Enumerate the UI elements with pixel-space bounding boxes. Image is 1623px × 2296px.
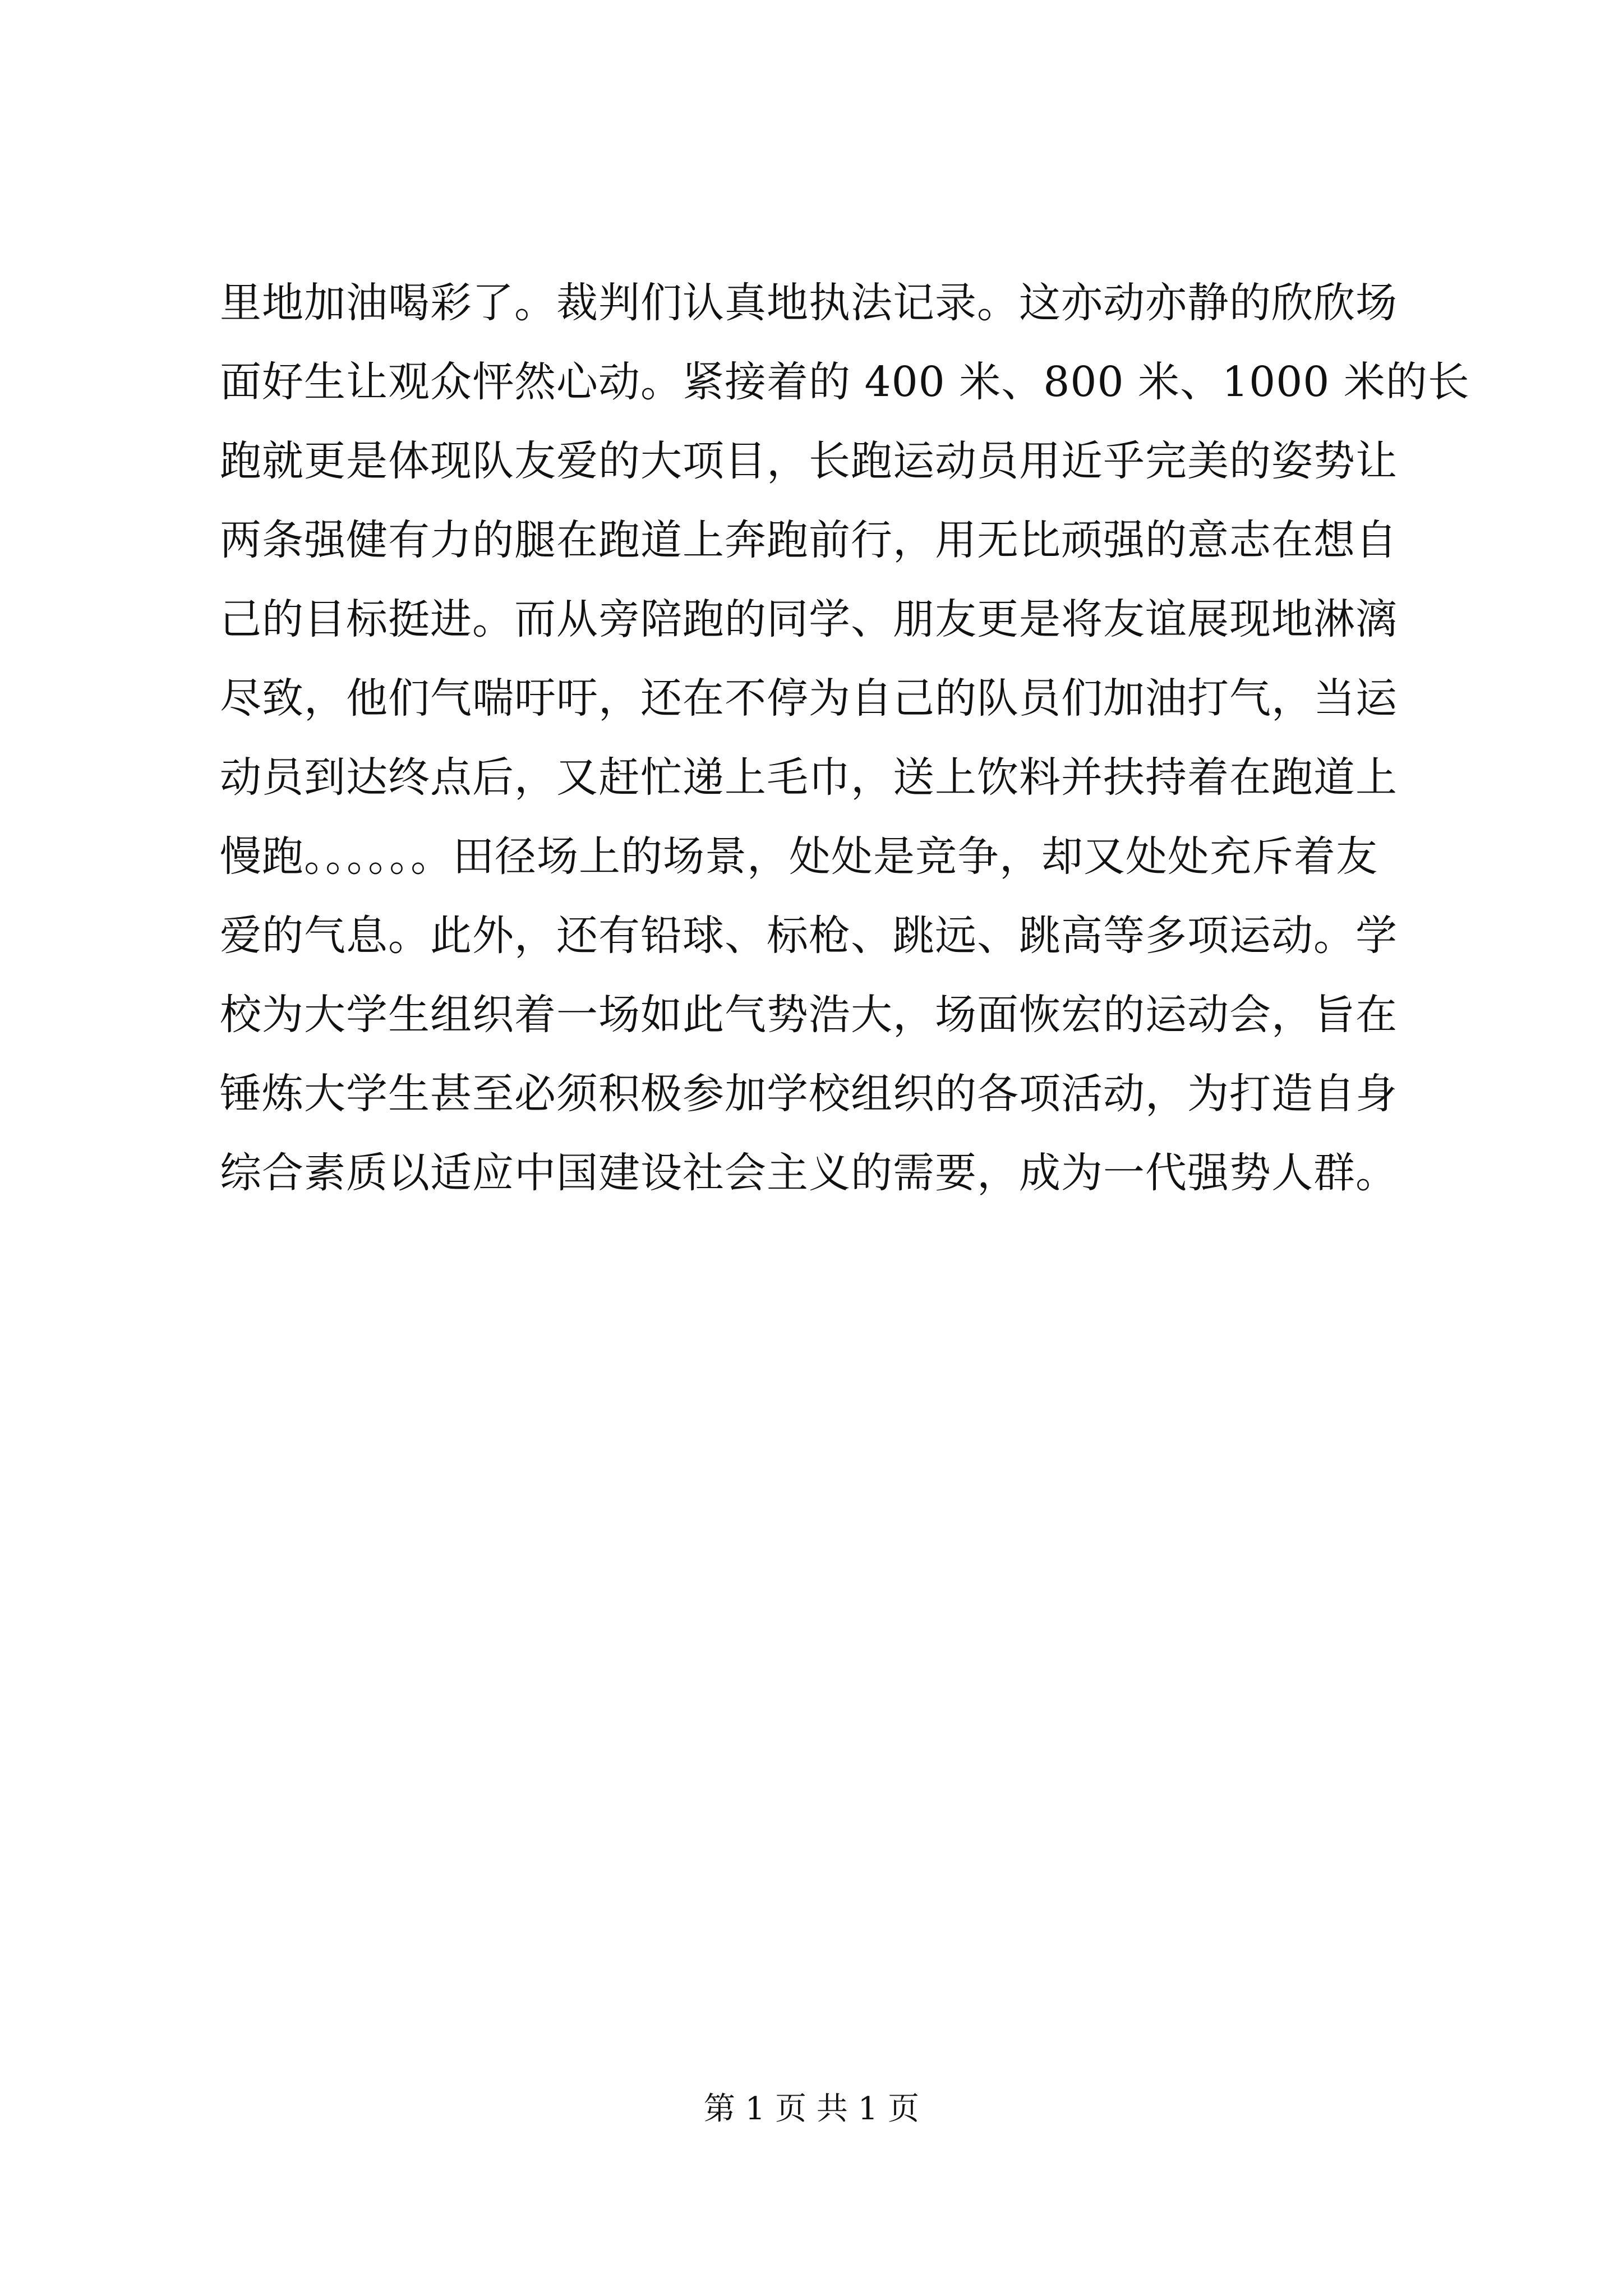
text-line: 跑就更是体现队友爱的大项目，长跑运动员用近乎完美的姿势让 bbox=[220, 437, 1398, 485]
text-line: 动员到达终点后，又赶忙递上毛巾，送上饮料并扶持着在跑道上 bbox=[220, 753, 1398, 802]
body-paragraph bbox=[220, 264, 1470, 1213]
text-line: 己的目标挺进。而从旁陪跑的同学、朋友更是将友谊展现地淋漓 bbox=[220, 595, 1398, 643]
page-number-label: 第 1 页 共 1 页 bbox=[703, 2091, 920, 2127]
text-line: 锤炼大学生甚至必须积极参加学校组织的各项活动，为打造自身 bbox=[220, 1070, 1398, 1118]
text-line: 尽致，他们气喘吁吁，还在不停为自己的队员们加油打气，当运 bbox=[220, 674, 1398, 723]
text-line: 两条强健有力的腿在跑道上奔跑前行，用无比顽强的意志在想自 bbox=[220, 516, 1398, 564]
text-line: 里地加油喝彩了。裁判们认真地执法记录。这亦动亦静的欣欣场 bbox=[220, 279, 1398, 327]
text-line: 慢跑。。。。。。田径场上的场景，处处是竞争，却又处处充斥着友 bbox=[220, 832, 1378, 881]
text-line: 面好生让观众怦然心动。紧接着的 400 米、800 米、1000 米的长 bbox=[220, 358, 1470, 406]
text-line: 爱的气息。此外，还有铅球、标枪、跳远、跳高等多项运动。学 bbox=[220, 912, 1398, 960]
text-line: 综合素质以适应中国建设社会主义的需要，成为一代强势人群。 bbox=[220, 1149, 1398, 1197]
page-footer bbox=[0, 2087, 1623, 2132]
text-line: 校为大学生组织着一场如此气势浩大，场面恢宏的运动会，旨在 bbox=[220, 991, 1398, 1039]
